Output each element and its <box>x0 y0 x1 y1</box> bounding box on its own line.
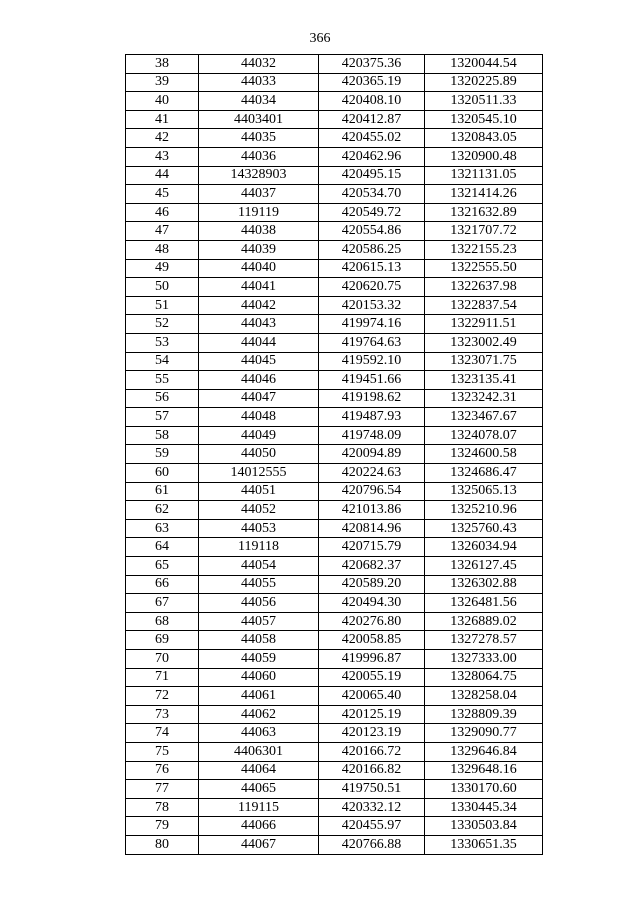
table-row <box>126 835 543 854</box>
x-coordinate-cell: 420125.19 <box>319 705 425 724</box>
x-coordinate-cell: 419750.51 <box>319 780 425 799</box>
table-row <box>126 519 543 538</box>
point-number-cell: 75 <box>126 742 199 761</box>
x-coordinate-cell: 420365.19 <box>319 73 425 92</box>
x-coordinate-cell: 420534.70 <box>319 185 425 204</box>
table-row <box>126 780 543 799</box>
y-coordinate-cell: 1322837.54 <box>425 296 543 315</box>
y-coordinate-cell: 1329648.16 <box>425 761 543 780</box>
point-id-cell: 44066 <box>199 817 319 836</box>
y-coordinate-cell: 1326034.94 <box>425 538 543 557</box>
point-number-cell: 45 <box>126 185 199 204</box>
y-coordinate-cell: 1328809.39 <box>425 705 543 724</box>
table-row <box>126 705 543 724</box>
x-coordinate-cell: 420615.13 <box>319 259 425 278</box>
x-coordinate-cell: 420058.85 <box>319 631 425 650</box>
table-row <box>126 742 543 761</box>
point-number-cell: 72 <box>126 687 199 706</box>
point-number-cell: 71 <box>126 668 199 687</box>
point-id-cell: 44046 <box>199 371 319 390</box>
table-row <box>126 482 543 501</box>
y-coordinate-cell: 1320900.48 <box>425 147 543 166</box>
point-id-cell: 44037 <box>199 185 319 204</box>
point-id-cell: 14328903 <box>199 166 319 185</box>
point-number-cell: 59 <box>126 445 199 464</box>
table-row <box>126 408 543 427</box>
x-coordinate-cell: 419592.10 <box>319 352 425 371</box>
point-number-cell: 80 <box>126 835 199 854</box>
x-coordinate-cell: 420166.82 <box>319 761 425 780</box>
x-coordinate-cell: 420796.54 <box>319 482 425 501</box>
table-row <box>126 73 543 92</box>
y-coordinate-cell: 1322911.51 <box>425 315 543 334</box>
table-row <box>126 668 543 687</box>
x-coordinate-cell: 420462.96 <box>319 147 425 166</box>
point-number-cell: 40 <box>126 92 199 111</box>
y-coordinate-cell: 1323242.31 <box>425 389 543 408</box>
y-coordinate-cell: 1329090.77 <box>425 724 543 743</box>
y-coordinate-cell: 1327278.57 <box>425 631 543 650</box>
point-id-cell: 119115 <box>199 798 319 817</box>
table-row <box>126 724 543 743</box>
point-number-cell: 60 <box>126 464 199 483</box>
table-row <box>126 110 543 129</box>
table-row <box>126 296 543 315</box>
x-coordinate-cell: 420549.72 <box>319 203 425 222</box>
x-coordinate-cell: 420408.10 <box>319 92 425 111</box>
point-id-cell: 44060 <box>199 668 319 687</box>
point-id-cell: 44053 <box>199 519 319 538</box>
x-coordinate-cell: 420586.25 <box>319 240 425 259</box>
point-number-cell: 38 <box>126 55 199 74</box>
point-id-cell: 44058 <box>199 631 319 650</box>
point-number-cell: 79 <box>126 817 199 836</box>
point-number-cell: 43 <box>126 147 199 166</box>
point-number-cell: 63 <box>126 519 199 538</box>
point-number-cell: 69 <box>126 631 199 650</box>
y-coordinate-cell: 1324078.07 <box>425 426 543 445</box>
x-coordinate-cell: 419451.66 <box>319 371 425 390</box>
y-coordinate-cell: 1328064.75 <box>425 668 543 687</box>
point-number-cell: 56 <box>126 389 199 408</box>
y-coordinate-cell: 1322555.50 <box>425 259 543 278</box>
point-id-cell: 44047 <box>199 389 319 408</box>
point-number-cell: 42 <box>126 129 199 148</box>
point-number-cell: 39 <box>126 73 199 92</box>
y-coordinate-cell: 1320545.10 <box>425 110 543 129</box>
point-id-cell: 44034 <box>199 92 319 111</box>
table-row <box>126 240 543 259</box>
coordinates-table <box>125 54 543 855</box>
point-number-cell: 77 <box>126 780 199 799</box>
x-coordinate-cell: 421013.86 <box>319 501 425 520</box>
y-coordinate-cell: 1322637.98 <box>425 278 543 297</box>
table-row <box>126 464 543 483</box>
point-number-cell: 55 <box>126 371 199 390</box>
point-number-cell: 67 <box>126 594 199 613</box>
point-id-cell: 44051 <box>199 482 319 501</box>
y-coordinate-cell: 1326889.02 <box>425 612 543 631</box>
table-row <box>126 761 543 780</box>
table-row <box>126 315 543 334</box>
table-row <box>126 92 543 111</box>
y-coordinate-cell: 1323002.49 <box>425 333 543 352</box>
x-coordinate-cell: 420682.37 <box>319 557 425 576</box>
point-id-cell: 44032 <box>199 55 319 74</box>
table-row <box>126 333 543 352</box>
point-number-cell: 78 <box>126 798 199 817</box>
point-number-cell: 64 <box>126 538 199 557</box>
y-coordinate-cell: 1329646.84 <box>425 742 543 761</box>
y-coordinate-cell: 1325210.96 <box>425 501 543 520</box>
x-coordinate-cell: 419748.09 <box>319 426 425 445</box>
y-coordinate-cell: 1321131.05 <box>425 166 543 185</box>
table-row <box>126 594 543 613</box>
x-coordinate-cell: 420166.72 <box>319 742 425 761</box>
point-id-cell: 44064 <box>199 761 319 780</box>
x-coordinate-cell: 419764.63 <box>319 333 425 352</box>
point-number-cell: 62 <box>126 501 199 520</box>
point-id-cell: 44036 <box>199 147 319 166</box>
y-coordinate-cell: 1323467.67 <box>425 408 543 427</box>
y-coordinate-cell: 1320843.05 <box>425 129 543 148</box>
table-row <box>126 631 543 650</box>
point-id-cell: 119119 <box>199 203 319 222</box>
point-id-cell: 14012555 <box>199 464 319 483</box>
point-number-cell: 44 <box>126 166 199 185</box>
x-coordinate-cell: 420412.87 <box>319 110 425 129</box>
point-id-cell: 44043 <box>199 315 319 334</box>
point-id-cell: 44040 <box>199 259 319 278</box>
page-number: 366 <box>309 31 331 46</box>
x-coordinate-cell: 419974.16 <box>319 315 425 334</box>
y-coordinate-cell: 1326302.88 <box>425 575 543 594</box>
point-number-cell: 74 <box>126 724 199 743</box>
y-coordinate-cell: 1326127.45 <box>425 557 543 576</box>
point-id-cell: 44059 <box>199 650 319 669</box>
point-id-cell: 44050 <box>199 445 319 464</box>
table-row <box>126 55 543 74</box>
table-row <box>126 426 543 445</box>
x-coordinate-cell: 419198.62 <box>319 389 425 408</box>
table-row <box>126 501 543 520</box>
point-id-cell: 44052 <box>199 501 319 520</box>
table-row <box>126 557 543 576</box>
point-number-cell: 49 <box>126 259 199 278</box>
x-coordinate-cell: 420495.15 <box>319 166 425 185</box>
point-number-cell: 76 <box>126 761 199 780</box>
x-coordinate-cell: 419487.93 <box>319 408 425 427</box>
point-id-cell: 44045 <box>199 352 319 371</box>
point-id-cell: 44039 <box>199 240 319 259</box>
y-coordinate-cell: 1325065.13 <box>425 482 543 501</box>
point-number-cell: 68 <box>126 612 199 631</box>
x-coordinate-cell: 420554.86 <box>319 222 425 241</box>
table-row <box>126 650 543 669</box>
table-row <box>126 259 543 278</box>
table-row <box>126 129 543 148</box>
table-row <box>126 389 543 408</box>
point-number-cell: 73 <box>126 705 199 724</box>
point-number-cell: 70 <box>126 650 199 669</box>
x-coordinate-cell: 420814.96 <box>319 519 425 538</box>
point-number-cell: 41 <box>126 110 199 129</box>
point-number-cell: 53 <box>126 333 199 352</box>
table-row <box>126 798 543 817</box>
y-coordinate-cell: 1320225.89 <box>425 73 543 92</box>
point-id-cell: 44063 <box>199 724 319 743</box>
point-number-cell: 66 <box>126 575 199 594</box>
point-id-cell: 44041 <box>199 278 319 297</box>
x-coordinate-cell: 420375.36 <box>319 55 425 74</box>
table-row <box>126 687 543 706</box>
y-coordinate-cell: 1323071.75 <box>425 352 543 371</box>
y-coordinate-cell: 1324600.58 <box>425 445 543 464</box>
y-coordinate-cell: 1324686.47 <box>425 464 543 483</box>
point-id-cell: 44033 <box>199 73 319 92</box>
point-number-cell: 48 <box>126 240 199 259</box>
point-id-cell: 119118 <box>199 538 319 557</box>
table-row <box>126 278 543 297</box>
y-coordinate-cell: 1323135.41 <box>425 371 543 390</box>
table-row <box>126 185 543 204</box>
y-coordinate-cell: 1328258.04 <box>425 687 543 706</box>
x-coordinate-cell: 419996.87 <box>319 650 425 669</box>
y-coordinate-cell: 1320044.54 <box>425 55 543 74</box>
table-row <box>126 203 543 222</box>
y-coordinate-cell: 1330445.34 <box>425 798 543 817</box>
y-coordinate-cell: 1321632.89 <box>425 203 543 222</box>
table-row <box>126 222 543 241</box>
x-coordinate-cell: 420065.40 <box>319 687 425 706</box>
point-id-cell: 4403401 <box>199 110 319 129</box>
point-id-cell: 44055 <box>199 575 319 594</box>
y-coordinate-cell: 1321414.26 <box>425 185 543 204</box>
point-id-cell: 44048 <box>199 408 319 427</box>
point-id-cell: 44035 <box>199 129 319 148</box>
point-id-cell: 44065 <box>199 780 319 799</box>
x-coordinate-cell: 420589.20 <box>319 575 425 594</box>
y-coordinate-cell: 1330651.35 <box>425 835 543 854</box>
y-coordinate-cell: 1326481.56 <box>425 594 543 613</box>
point-id-cell: 44042 <box>199 296 319 315</box>
point-id-cell: 44056 <box>199 594 319 613</box>
x-coordinate-cell: 420715.79 <box>319 538 425 557</box>
x-coordinate-cell: 420455.02 <box>319 129 425 148</box>
y-coordinate-cell: 1327333.00 <box>425 650 543 669</box>
x-coordinate-cell: 420224.63 <box>319 464 425 483</box>
coordinates-table-body <box>126 55 543 855</box>
table-row <box>126 166 543 185</box>
table-row <box>126 575 543 594</box>
table-row <box>126 147 543 166</box>
point-id-cell: 44067 <box>199 835 319 854</box>
point-number-cell: 57 <box>126 408 199 427</box>
x-coordinate-cell: 420620.75 <box>319 278 425 297</box>
table-row <box>126 445 543 464</box>
x-coordinate-cell: 420494.30 <box>319 594 425 613</box>
point-id-cell: 44049 <box>199 426 319 445</box>
point-number-cell: 54 <box>126 352 199 371</box>
point-id-cell: 44057 <box>199 612 319 631</box>
y-coordinate-cell: 1330170.60 <box>425 780 543 799</box>
point-number-cell: 46 <box>126 203 199 222</box>
point-number-cell: 58 <box>126 426 199 445</box>
point-id-cell: 4406301 <box>199 742 319 761</box>
point-id-cell: 44038 <box>199 222 319 241</box>
table-row <box>126 817 543 836</box>
point-id-cell: 44062 <box>199 705 319 724</box>
table-row <box>126 371 543 390</box>
table-row <box>126 352 543 371</box>
y-coordinate-cell: 1330503.84 <box>425 817 543 836</box>
x-coordinate-cell: 420766.88 <box>319 835 425 854</box>
x-coordinate-cell: 420123.19 <box>319 724 425 743</box>
x-coordinate-cell: 420276.80 <box>319 612 425 631</box>
x-coordinate-cell: 420094.89 <box>319 445 425 464</box>
point-number-cell: 47 <box>126 222 199 241</box>
point-id-cell: 44061 <box>199 687 319 706</box>
point-number-cell: 65 <box>126 557 199 576</box>
point-number-cell: 61 <box>126 482 199 501</box>
y-coordinate-cell: 1321707.72 <box>425 222 543 241</box>
y-coordinate-cell: 1320511.33 <box>425 92 543 111</box>
x-coordinate-cell: 420332.12 <box>319 798 425 817</box>
x-coordinate-cell: 420455.97 <box>319 817 425 836</box>
y-coordinate-cell: 1322155.23 <box>425 240 543 259</box>
point-number-cell: 50 <box>126 278 199 297</box>
point-number-cell: 51 <box>126 296 199 315</box>
point-id-cell: 44054 <box>199 557 319 576</box>
table-row <box>126 612 543 631</box>
point-id-cell: 44044 <box>199 333 319 352</box>
x-coordinate-cell: 420055.19 <box>319 668 425 687</box>
point-number-cell: 52 <box>126 315 199 334</box>
table-row <box>126 538 543 557</box>
x-coordinate-cell: 420153.32 <box>319 296 425 315</box>
y-coordinate-cell: 1325760.43 <box>425 519 543 538</box>
